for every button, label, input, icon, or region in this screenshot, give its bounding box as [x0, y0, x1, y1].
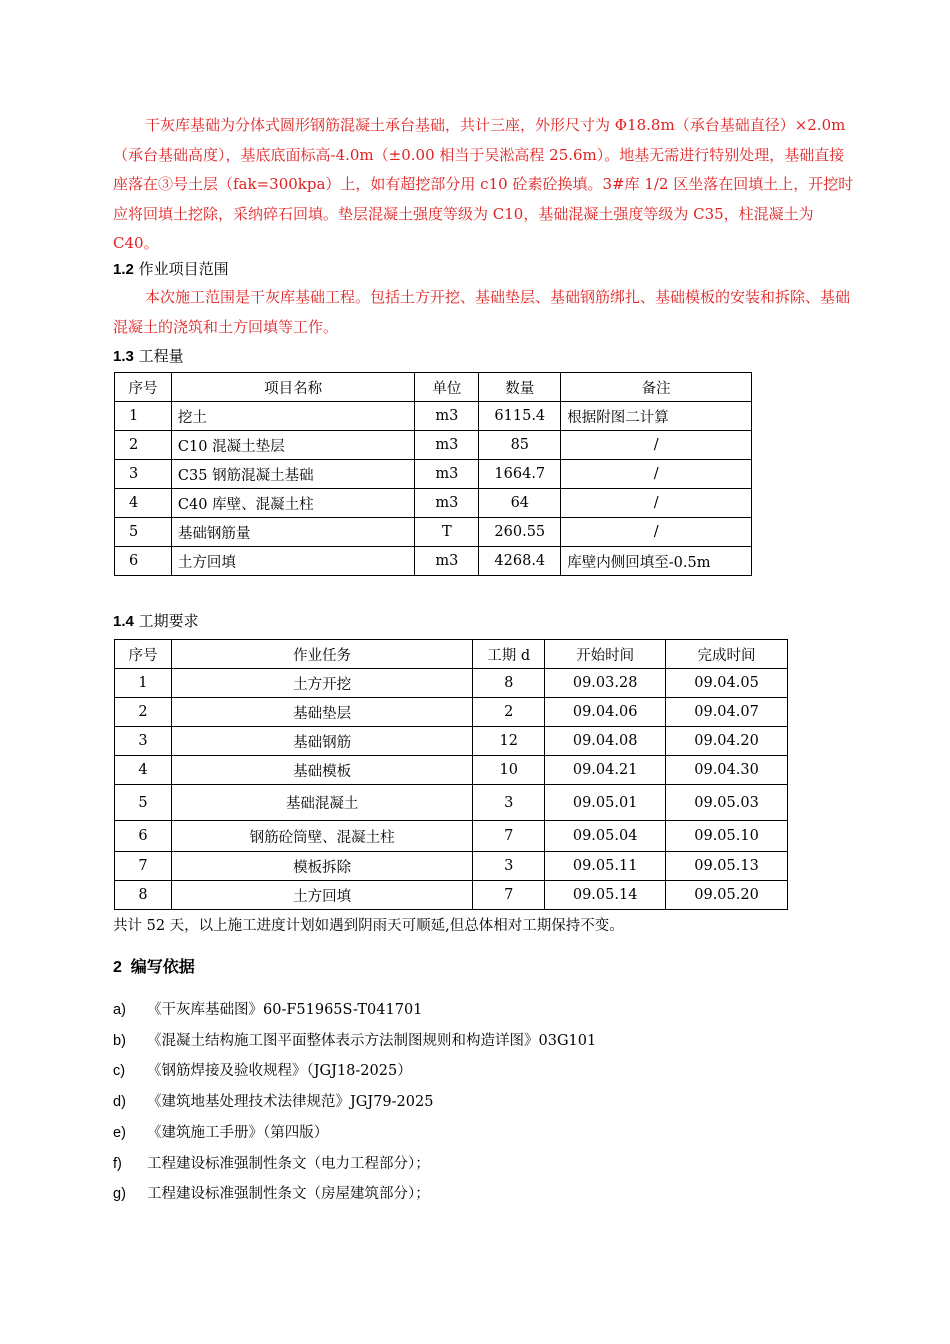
- table-cell: m3: [415, 402, 479, 431]
- table-cell: 3: [473, 785, 545, 821]
- header-cell: 项目名称: [171, 373, 414, 402]
- header-cell: 备注: [561, 373, 752, 402]
- table-cell: 3: [115, 460, 172, 489]
- reference-item: [113, 998, 422, 1019]
- table-cell: 库壁内侧回填至-0.5m: [561, 547, 752, 576]
- table-cell: C40 库壁、混凝土柱: [171, 489, 414, 518]
- table-cell: 4: [115, 489, 172, 518]
- reference-item: [113, 1029, 596, 1050]
- table-header-row: [115, 373, 752, 402]
- section-number: 2: [113, 959, 122, 976]
- header-cell: 序号: [115, 640, 172, 669]
- table-cell: 5: [115, 518, 172, 547]
- reference-text: 《混凝土结构施工图平面整体表示方法制图规则和构造详图》03G101: [147, 1033, 597, 1049]
- table-row: [115, 727, 788, 756]
- header-cell: 单位: [415, 373, 479, 402]
- table-cell: 09.04.21: [545, 756, 666, 785]
- table-cell: 8: [473, 669, 545, 698]
- reference-label: g): [113, 1186, 126, 1202]
- table-cell: 7: [473, 881, 545, 910]
- table-cell: 3: [115, 727, 172, 756]
- table-cell: 3: [473, 852, 545, 881]
- header-cell: 开始时间: [545, 640, 666, 669]
- reference-label: c): [113, 1063, 126, 1079]
- scope-paragraph: 本次施工范围是干灰库基础工程。包括土方开挖、基础垫层、基础钢筋绑扎、基础模板的安装和拆除、基础混凝土的浇筑和土方回填等工作。: [113, 288, 851, 336]
- table-cell: 09.04.30: [666, 756, 788, 785]
- table-cell: 09.04.06: [545, 698, 666, 727]
- table-row: [115, 547, 752, 576]
- table-cell: 7: [473, 821, 545, 852]
- table-cell: 土方开挖: [171, 669, 472, 698]
- table-row: [115, 518, 752, 547]
- table-cell: 09.04.05: [666, 669, 788, 698]
- table-cell: 1664.7: [479, 460, 561, 489]
- table-cell: C10 混凝土垫层: [171, 431, 414, 460]
- table-cell: m3: [415, 489, 479, 518]
- table-cell: /: [561, 460, 752, 489]
- section-title: 编写依据: [130, 959, 195, 976]
- table-row: [115, 402, 752, 431]
- section-1-2-heading: [113, 259, 229, 280]
- header-cell: 作业任务: [171, 640, 472, 669]
- table-cell: 09.05.20: [666, 881, 788, 910]
- reference-text: 《钢筋焊接及验收规程》（JGJ18-2025）: [147, 1063, 412, 1079]
- section-title: 工程量: [138, 347, 184, 365]
- table-cell: 土方回填: [171, 547, 414, 576]
- reference-text: 工程建设标准强制性条文（电力工程部分）；: [147, 1156, 430, 1172]
- table-cell: 1: [115, 402, 172, 431]
- table-cell: 4: [115, 756, 172, 785]
- header-cell: 数量: [479, 373, 561, 402]
- table-cell: 2: [115, 698, 172, 727]
- schedule-table: [114, 639, 788, 910]
- reference-text: 《建筑地基处理技术法律规范》JGJ79-2025: [147, 1094, 434, 1110]
- section-title: 作业项目范围: [138, 260, 229, 278]
- table-cell: 8: [115, 881, 172, 910]
- reference-label: e): [113, 1125, 126, 1141]
- reference-item: [113, 1059, 412, 1080]
- reference-text: 《建筑施工手册》（第四版）: [147, 1125, 329, 1141]
- header-cell: 完成时间: [666, 640, 788, 669]
- header-cell: 工期 d: [473, 640, 545, 669]
- table-cell: 85: [479, 431, 561, 460]
- table-cell: 基础模板: [171, 756, 472, 785]
- table-cell: 基础混凝土: [171, 785, 472, 821]
- table-cell: 260.55: [479, 518, 561, 547]
- reference-text: 《干灰库基础图》60-F51965S-T041701: [147, 1002, 423, 1018]
- table-cell: 模板拆除: [171, 852, 472, 881]
- section-title: 工期要求: [138, 612, 199, 630]
- section-1-3-heading: [113, 346, 184, 367]
- table-cell: 5: [115, 785, 172, 821]
- schedule-note: 共计 52 天，以上施工进度计划如遇到阴雨天可顺延,但总体相对工期保持不变。: [113, 918, 624, 934]
- table-cell: m3: [415, 460, 479, 489]
- table-row: [115, 460, 752, 489]
- table-row: [115, 852, 788, 881]
- table-cell: 09.05.11: [545, 852, 666, 881]
- header-cell: 序号: [115, 373, 172, 402]
- table-cell: 09.04.20: [666, 727, 788, 756]
- table-row: [115, 431, 752, 460]
- table-cell: 12: [473, 727, 545, 756]
- table-cell: 64: [479, 489, 561, 518]
- table-cell: 09.05.04: [545, 821, 666, 852]
- table-cell: 10: [473, 756, 545, 785]
- table-cell: 09.04.08: [545, 727, 666, 756]
- table-cell: 09.05.03: [666, 785, 788, 821]
- table-cell: 09.04.07: [666, 698, 788, 727]
- table-cell: m3: [415, 431, 479, 460]
- table-cell: 1: [115, 669, 172, 698]
- table-cell: C35 钢筋混凝土基础: [171, 460, 414, 489]
- table-cell: 6115.4: [479, 402, 561, 431]
- table-cell: 基础垫层: [171, 698, 472, 727]
- table-cell: 土方回填: [171, 881, 472, 910]
- table-cell: 挖土: [171, 402, 414, 431]
- reference-item: [113, 1152, 430, 1173]
- reference-item: [113, 1090, 433, 1111]
- table-row: [115, 756, 788, 785]
- table-header-row: [115, 640, 788, 669]
- intro-paragraph: 干灰库基础为分体式圆形钢筋混凝土承台基础，共计三座，外形尺寸为 Φ18.8m（承台基础直径）×2.0m（承台基础高度），基底底面标高-4.0m（±0.00 相当于吴淞高程 25.6m）。地基无需进行特别处理，基础直接座落在③号土层（fak=300kpa）上，如有超挖部分用 c10 砼素砼换填。3#库 1/2 区坐落在回填土上，开挖时应将回填土挖除，采纳碎石回填。垫层混凝土强度等级为 C10，基础混凝土强度等级为 C35，柱混凝土为 C40。: [113, 116, 854, 252]
- reference-label: a): [113, 1002, 126, 1018]
- table-row: [115, 821, 788, 852]
- table-cell: /: [561, 518, 752, 547]
- table-cell: 09.05.10: [666, 821, 788, 852]
- table-row: [115, 881, 788, 910]
- reference-label: d): [113, 1094, 126, 1110]
- table-cell: 09.05.14: [545, 881, 666, 910]
- table-cell: 7: [115, 852, 172, 881]
- table-cell: 6: [115, 547, 172, 576]
- table-cell: 钢筋砼筒壁、混凝土柱: [171, 821, 472, 852]
- quantity-table: [114, 372, 752, 576]
- section-number: 1.3: [113, 348, 134, 365]
- section-number: 1.2: [113, 261, 134, 278]
- table-cell: 根据附图二计算: [561, 402, 752, 431]
- section-1-4-heading: [113, 611, 199, 632]
- table-cell: /: [561, 431, 752, 460]
- section-2-heading: [113, 958, 195, 978]
- table-cell: 09.03.28: [545, 669, 666, 698]
- table-cell: 6: [115, 821, 172, 852]
- table-cell: 09.05.13: [666, 852, 788, 881]
- table-cell: 4268.4: [479, 547, 561, 576]
- reference-text: 工程建设标准强制性条文（房屋建筑部分）；: [147, 1186, 430, 1202]
- table-row: [115, 698, 788, 727]
- reference-label: f): [113, 1156, 122, 1172]
- table-cell: 基础钢筋量: [171, 518, 414, 547]
- reference-item: [113, 1121, 328, 1142]
- table-row: [115, 785, 788, 821]
- table-cell: 09.05.01: [545, 785, 666, 821]
- table-cell: 2: [115, 431, 172, 460]
- table-row: [115, 669, 788, 698]
- table-cell: 2: [473, 698, 545, 727]
- reference-item: [113, 1182, 430, 1203]
- reference-label: b): [113, 1033, 126, 1049]
- table-cell: m3: [415, 547, 479, 576]
- table-cell: /: [561, 489, 752, 518]
- table-cell: T: [415, 518, 479, 547]
- section-number: 1.4: [113, 613, 134, 630]
- table-cell: 基础钢筋: [171, 727, 472, 756]
- table-row: [115, 489, 752, 518]
